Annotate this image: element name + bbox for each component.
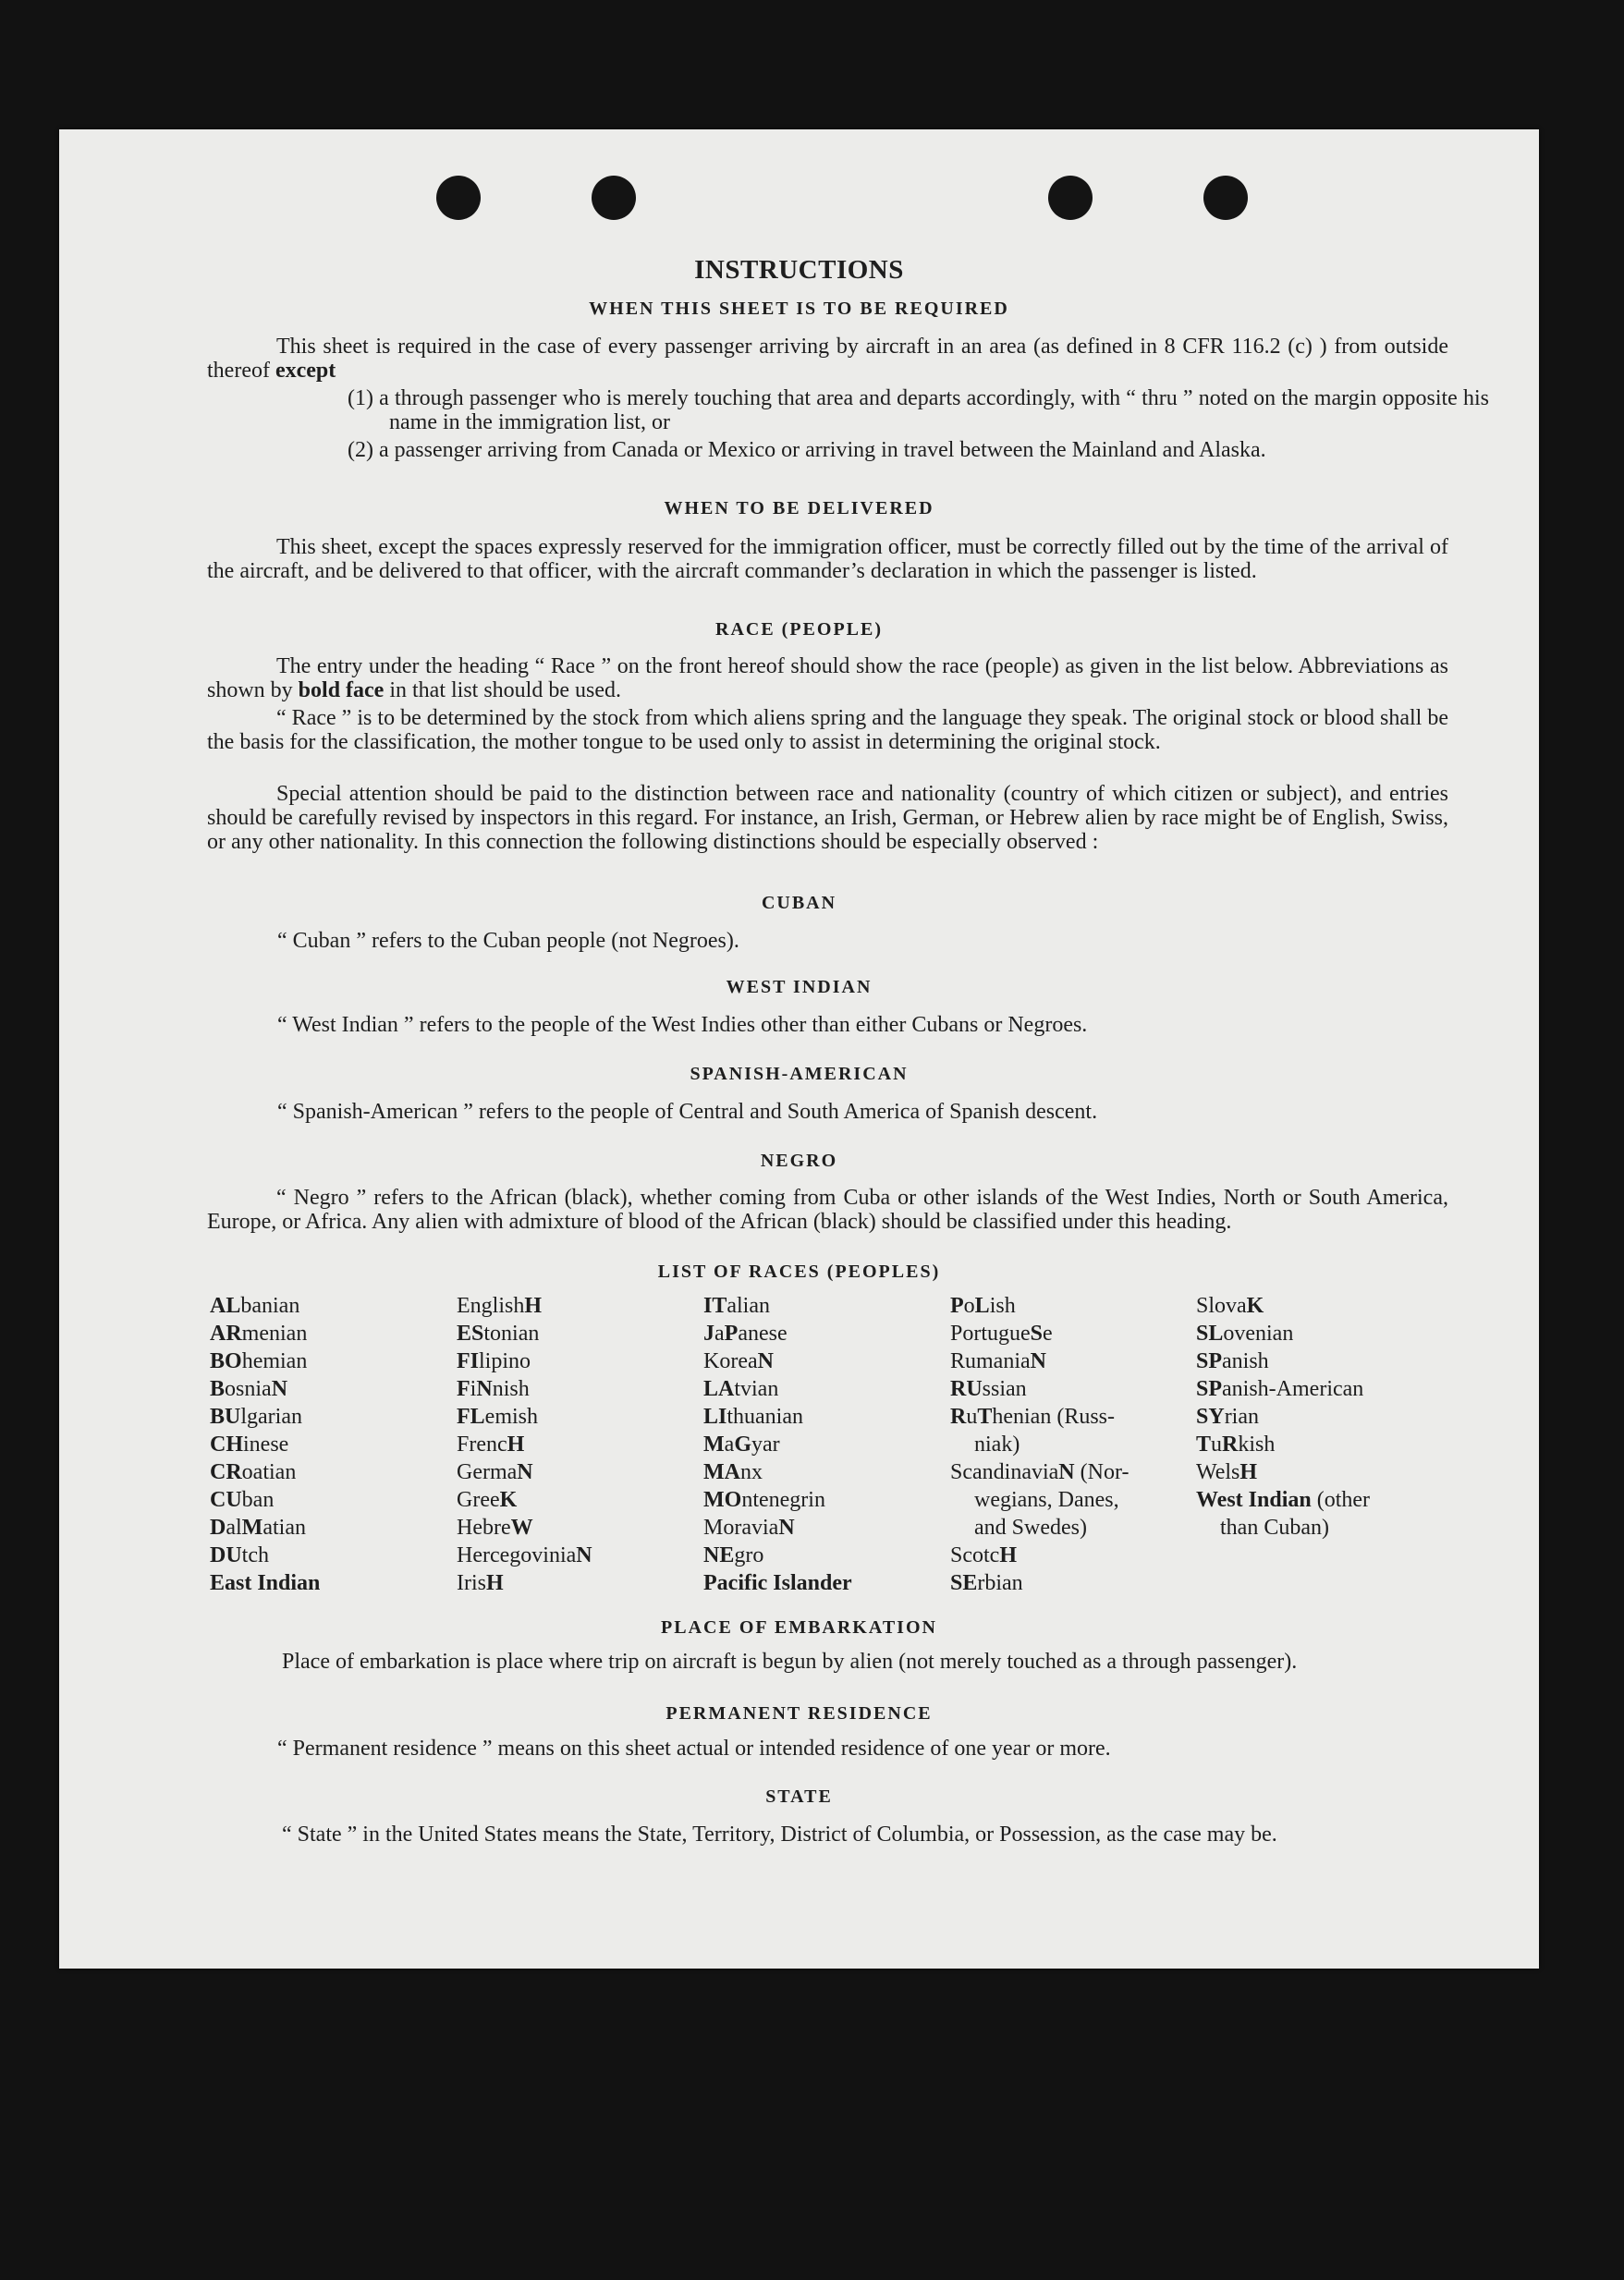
section-heading-residence: PERMANENT RESIDENCE xyxy=(665,1703,933,1724)
race-entry: SLovenian xyxy=(1196,1322,1294,1346)
race-entry: GermaN xyxy=(457,1460,533,1484)
race-entry: SPanish-American xyxy=(1196,1377,1364,1401)
race-entry: niak) xyxy=(974,1433,1020,1457)
embarkation-text: Place of embarkation is place where trip on aircraft is begun by alien (not merely touched as a through passenger). xyxy=(282,1650,1298,1674)
races-column-3 xyxy=(703,1292,852,1597)
section-heading-spanish-american: SPANISH-AMERICAN xyxy=(690,1064,909,1084)
exception-item-1: (1) a through passenger who is merely touching that area and departs accordingly, with “ thru ” noted on the margin opposite his name in the immigration list, or xyxy=(348,386,1489,434)
race-paragraph-3: Special attention should be paid to the distinction between race and nationality (country of which citizen or subject), and entries should be carefully revised by inspectors in this regard. For instance, an Irish, German, or Hebrew alien by race might be of English, Swiss, or any other nationality. In this connection the following distinctions should be especially observed : xyxy=(207,782,1448,854)
section-heading-race: RACE (PEOPLE) xyxy=(715,619,883,640)
race-entry: WelsH xyxy=(1196,1460,1258,1484)
section-heading-list-of-races: LIST OF RACES (PEOPLES) xyxy=(657,1262,941,1282)
race-entry: DUtch xyxy=(210,1543,269,1567)
race-entry: IrisH xyxy=(457,1571,504,1595)
race-entry: CHinese xyxy=(210,1433,289,1457)
race-entry: JaPanese xyxy=(703,1322,788,1346)
races-column-5 xyxy=(1196,1292,1370,1542)
state-text: “ State ” in the United States means the State, Territory, District of Columbia, or Possession, as the case may be. xyxy=(282,1823,1277,1847)
race-entry: SlovaK xyxy=(1196,1294,1264,1318)
race-entry: than Cuban) xyxy=(1220,1516,1329,1540)
section-heading-state: STATE xyxy=(765,1786,833,1807)
race-entry: FLemish xyxy=(457,1405,538,1429)
race-entry: FiNnish xyxy=(457,1377,530,1401)
west-indian-text: “ West Indian ” refers to the people of the West Indies other than either Cubans or Negroes. xyxy=(277,1013,1088,1037)
race-entry: ALbanian xyxy=(210,1294,300,1318)
race-entry: SYrian xyxy=(1196,1405,1259,1429)
race-entry: GreeK xyxy=(457,1488,518,1512)
spanish-american-text: “ Spanish-American ” refers to the people of Central and South America of Spanish descent. xyxy=(277,1100,1098,1124)
punch-hole xyxy=(592,176,636,220)
races-column-2 xyxy=(457,1292,592,1597)
punch-hole xyxy=(1203,176,1248,220)
race-entry: MoraviaN xyxy=(703,1516,795,1540)
race-entry: LIthuanian xyxy=(703,1405,803,1429)
race-paragraph-2: “ Race ” is to be determined by the stock from which aliens spring and the language they speak. The original stock or blood shall be the basis for the classification, the mother tongue to be used only to assist in determining the original stock. xyxy=(207,706,1448,754)
document-sheet xyxy=(59,129,1539,1969)
section-heading-cuban: CUBAN xyxy=(761,893,837,913)
section-heading-west-indian: WEST INDIAN xyxy=(726,977,873,997)
race-entry: MOntenegrin xyxy=(703,1488,825,1512)
race-entry: East Indian xyxy=(210,1571,321,1595)
race-entry: ScandinaviaN (Nor- xyxy=(950,1460,1129,1484)
race-entry: and Swedes) xyxy=(974,1516,1087,1540)
section-heading-negro: NEGRO xyxy=(760,1151,838,1171)
race-entry: PortugueSe xyxy=(950,1322,1053,1346)
page-title: INSTRUCTIONS xyxy=(694,255,904,285)
race-entry: NEgro xyxy=(703,1543,764,1567)
when-delivered-text: This sheet, except the spaces expressly reserved for the immigration officer, must be correctly filled out by the time of the arrival of the aircraft, and be delivered to that officer, with the aircraft commander’s declaration in which the passenger is listed. xyxy=(207,535,1448,583)
race-entry: CRoatian xyxy=(210,1460,297,1484)
section-heading-embarkation: PLACE OF EMBARKATION xyxy=(661,1617,937,1638)
race-entry: EnglishH xyxy=(457,1294,543,1318)
section-heading-when-delivered: WHEN TO BE DELIVERED xyxy=(664,498,934,518)
race-entry: PoLish xyxy=(950,1294,1016,1318)
race-entry: SPanish xyxy=(1196,1349,1269,1373)
races-column-4 xyxy=(950,1292,1129,1597)
race-entry: BOhemian xyxy=(210,1349,308,1373)
punch-hole xyxy=(436,176,481,220)
when-required-intro: This sheet is required in the case of every passenger arriving by aircraft in an area (as defined in 8 CFR 116.2 (c) ) from outside thereof except xyxy=(207,335,1448,383)
race-entry: HebreW xyxy=(457,1516,533,1540)
race-entry: TuRkish xyxy=(1196,1433,1276,1457)
race-entry: FIlipino xyxy=(457,1349,531,1373)
race-entry: West Indian (other xyxy=(1196,1488,1371,1512)
race-paragraph-1: The entry under the heading “ Race ” on the front hereof should show the race (people) as given in the list below. Abbreviations as shown by bold face in that list should be used. xyxy=(207,654,1448,702)
races-column-1 xyxy=(210,1292,320,1597)
cuban-text: “ Cuban ” refers to the Cuban people (not Negroes). xyxy=(277,929,739,953)
race-entry: ARmenian xyxy=(210,1322,308,1346)
race-entry: MaGyar xyxy=(703,1433,780,1457)
race-entry: DalMatian xyxy=(210,1516,306,1540)
exception-item-2: (2) a passenger arriving from Canada or Mexico or arriving in travel between the Mainland and Alaska. xyxy=(348,438,1266,462)
race-entry: RUssian xyxy=(950,1377,1027,1401)
race-entry: RumaniaN xyxy=(950,1349,1046,1373)
section-heading-when-required: WHEN THIS SHEET IS TO BE REQUIRED xyxy=(589,299,1009,319)
residence-text: “ Permanent residence ” means on this sheet actual or intended residence of one year or more. xyxy=(277,1737,1111,1761)
race-entry: RuThenian (Russ- xyxy=(950,1405,1116,1429)
punch-hole xyxy=(1048,176,1093,220)
race-entry: BosniaN xyxy=(210,1377,288,1401)
negro-text: “ Negro ” refers to the African (black), whether coming from Cuba or other islands of the West Indies, North or South America, Europe, or Africa. Any alien with admixture of blood of the African (black) should be classified under this heading. xyxy=(207,1186,1448,1234)
race-entry: Pacific Islander xyxy=(703,1571,852,1595)
race-entry: EStonian xyxy=(457,1322,540,1346)
race-entry: ScotcH xyxy=(950,1543,1017,1567)
race-entry: ITalian xyxy=(703,1294,770,1318)
race-entry: MAnx xyxy=(703,1460,763,1484)
race-entry: CUban xyxy=(210,1488,275,1512)
race-entry: KoreaN xyxy=(703,1349,774,1373)
race-entry: FrencH xyxy=(457,1433,525,1457)
race-entry: LAtvian xyxy=(703,1377,779,1401)
race-entry: HercegoviniaN xyxy=(457,1543,592,1567)
race-entry: BUlgarian xyxy=(210,1405,302,1429)
race-entry: SErbian xyxy=(950,1571,1023,1595)
race-entry: wegians, Danes, xyxy=(974,1488,1119,1512)
